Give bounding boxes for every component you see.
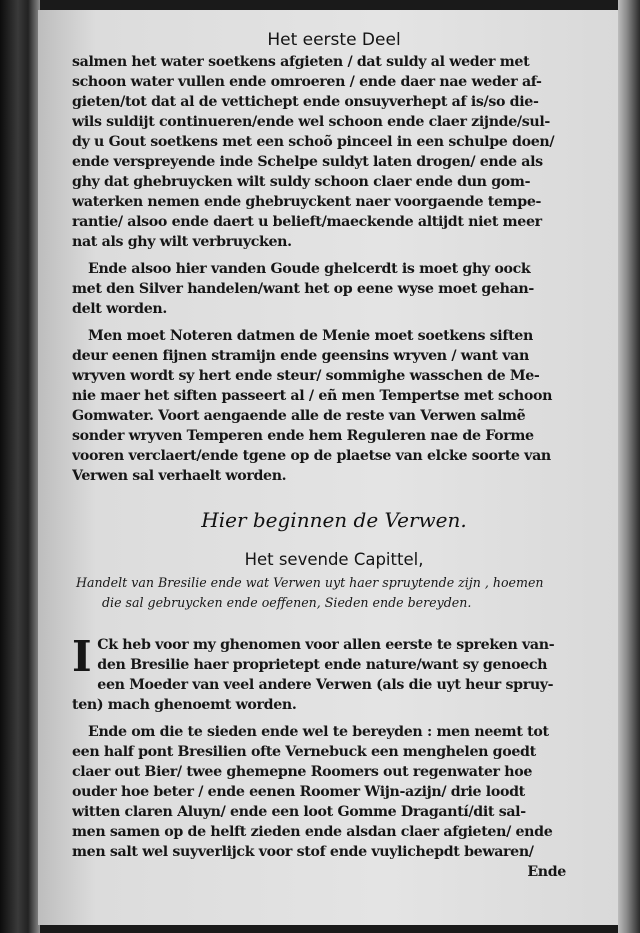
text-line: een Moeder van veel andere Verwen (als die uyt heur spruy-: [97, 677, 554, 693]
text-line: dy u Gout soetkens met een schoõ pinceel in een schulpe doen/: [72, 134, 555, 150]
text-line: ten) mach ghenoemt worden.: [72, 697, 297, 713]
text-line: wryven wordt sy hert ende steur/ sommighe wasschen de Me-: [72, 368, 540, 384]
text-line: ghy dat ghebruycken wilt suldy schoon claer ende dun gom-: [72, 174, 531, 190]
text-line: salmen het water soetkens afgieten / dat suldy al weder met: [72, 54, 530, 70]
text-line: men samen op de helft zieden ende alsdan claer afgieten/ ende: [72, 824, 553, 840]
text-line: vooren verclaert/ende tgene op de plaetse van elcke soorte van: [72, 448, 551, 464]
paragraph: [72, 326, 596, 486]
text-line: Ck heb voor my ghenomen voor allen eerste te spreken van-: [97, 637, 555, 653]
text-line: nie maer het siften passeert al / eñ men Tempertse met schoon: [72, 388, 553, 404]
top-text: [72, 52, 596, 486]
text-line: witten claren Aluyn/ ende een loot Gomme Dragantí/dit sal-: [72, 804, 526, 820]
text-line: claer out Bier/ twee ghemepne Roomers out regenwater hoe: [72, 764, 532, 780]
drop-initial: I: [72, 632, 92, 681]
text-line: sonder wryven Temperen ende hem Reguleren nae de Forme: [72, 428, 534, 444]
text-line: Verwen sal verhaelt worden.: [72, 468, 287, 484]
text-line: ende verspreyende inde Schelpe suldyt laten drogen/ ende als: [72, 154, 543, 170]
text-line: Ende om die te sieden ende wel te bereyden : men neemt tot: [88, 724, 549, 740]
paragraph: [72, 52, 596, 252]
chapter-title: Het sevende Capittel,: [244, 550, 424, 569]
text-line: gieten/tot dat al de vettichept ende onsuyverhept af is/so die-: [72, 94, 539, 110]
section-title: Hier beginnen de Verwen.: [201, 508, 467, 532]
text-line: Gomwater. Voort aengaende alle de reste van Verwen salmẽ: [72, 408, 526, 424]
paragraph: [72, 259, 596, 319]
running-head: Het eerste Deel: [267, 30, 401, 50]
summary-line: Handelt van Bresilie ende wat Verwen uyt haer spruytende zijn , hoemen: [76, 575, 544, 590]
text-line: deur eenen fijnen stramijn ende geensins wryven / want van: [72, 348, 529, 364]
page-edge: [618, 0, 640, 933]
text-line: nat als ghy wilt verbruycken.: [72, 234, 292, 250]
book-binding: [0, 0, 40, 933]
summary-line: die sal gebruycken ende oeffenen, Sieden ende bereyden.: [102, 595, 472, 610]
paragraph: [72, 722, 596, 882]
text-line: den Bresilie haer proprietept ende nature/want sy genoech: [97, 657, 548, 673]
text-line: wils suldijt continueren/ende wel schoon ende claer zijnde/sul-: [72, 114, 550, 130]
paragraph: [72, 632, 596, 715]
text-line: waterken nemen ende ghebruyckent naer voorgaende tempe-: [72, 194, 542, 210]
text-line: met den Silver handelen/want het op eene wyse moet gehan-: [72, 281, 534, 297]
text-line: delt worden.: [72, 301, 167, 317]
text-line: Men moet Noteren datmen de Menie moet soetkens siften: [88, 328, 533, 344]
catchword: Ende: [527, 864, 566, 880]
text-line: schoon water vullen ende omroeren / ende daer nae weder af-: [72, 74, 542, 90]
text-line: ouder hoe beter / ende eenen Roomer Wijn-azijn/ drie loodt: [72, 784, 525, 800]
bottom-text: [72, 632, 596, 882]
text-line: rantie/ alsoo ende daert u belieft/maeckende altijdt niet meer: [72, 214, 542, 230]
book-page: [38, 10, 618, 925]
text-line: Ende alsoo hier vanden Goude ghelcerdt is moet ghy oock: [88, 261, 531, 277]
chapter-summary: [72, 573, 596, 613]
text-line: men salt wel suyverlijck voor stof ende vuylichepdt bewaren/: [72, 844, 534, 860]
text-line: een half pont Bresilien ofte Vernebuck een menghelen goedt: [72, 744, 536, 760]
